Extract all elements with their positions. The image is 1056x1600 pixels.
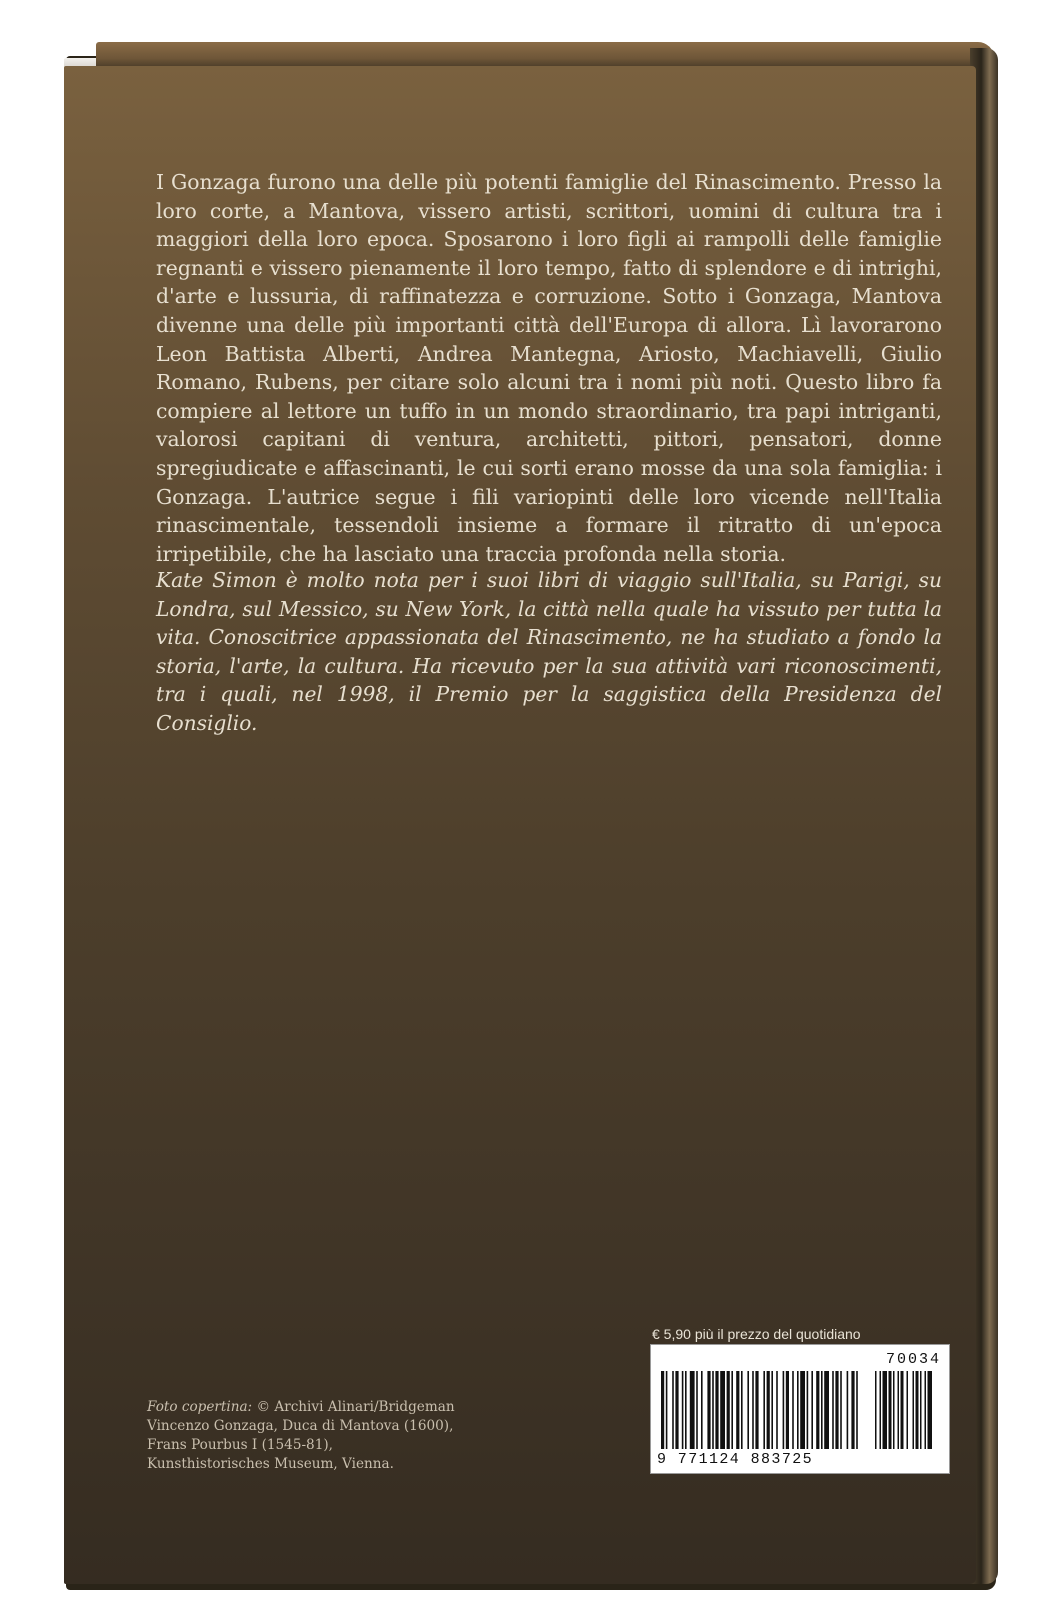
price-label: € 5,90 più il prezzo del quotidiano bbox=[652, 1326, 861, 1342]
barcode-label bbox=[650, 1344, 950, 1474]
barcode-ean-number: 9 771124 883725 bbox=[657, 1451, 814, 1468]
photo-credit-line-1 bbox=[147, 1398, 567, 1417]
photo-credit-line-2: Vincenzo Gonzaga, Duca di Mantova (1600), bbox=[147, 1418, 454, 1434]
photo-credit-source: © Archivi Alinari/Bridgeman bbox=[252, 1399, 455, 1415]
barcode-bars bbox=[661, 1371, 941, 1451]
photo-credit-line-3: Frans Pourbus I (1545-81), bbox=[147, 1437, 333, 1453]
book-blurb: I Gonzaga furono una delle più potenti famiglie del Rinascimento. Presso la loro corte, a Mantova, vissero artisti, scrittori, uomini di cultura tra i maggiori della loro epoca. Sposarono i loro figli ai rampolli delle famiglie regnanti e vissero pienamente il loro tempo, fatto di splendore e di intrighi, d'arte e lussuria, di raffinatezza e corruzione. Sotto i Gonzaga, Mantova divenne una delle più importanti città dell'Europa di allora. Lì lavorarono Leon Battista Alberti, Andrea Mantegna, Ariosto, Machiavelli, Giulio Romano, Rubens, per citare solo alcuni tra i nomi più noti. Questo libro fa compiere al lettore un tuffo in un mondo straordinario, tra papi intriganti, valorosi capitani di ventura, architetti, pittori, pensatori, donne spregiudicate e affascinanti, le cui sorti erano mosse da una sola famiglia: i Gonzaga. L'autrice segue i fili variopinti delle loro vicende nell'Italia rinascimentale, tessendoli insieme a formare il ritratto di un'epoca irripetibile, che ha lasciato una traccia profonda nella storia. bbox=[156, 170, 942, 566]
author-bio: Kate Simon è molto nota per i suoi libri di viaggio sull'Italia, su Parigi, su Londra, sul Messico, su New York, la città nella quale ha vissuto per tutta la vita. Conoscitrice appassionata del Rinascimento, ne ha studiato a fondo la storia, l'arte, la cultura. Ha ricevuto per la sua attività vari riconoscimenti, tra i quali, nel 1998, il Premio per la saggistica della Presidenza del Consiglio. bbox=[156, 568, 942, 735]
photo-credit-line-4: Kunsthistorisches Museum, Vienna. bbox=[147, 1456, 394, 1472]
barcode-addon-code: 70034 bbox=[885, 1351, 941, 1368]
photo-credit-label: Foto copertina: bbox=[147, 1399, 253, 1415]
photo-credits bbox=[147, 1398, 567, 1474]
